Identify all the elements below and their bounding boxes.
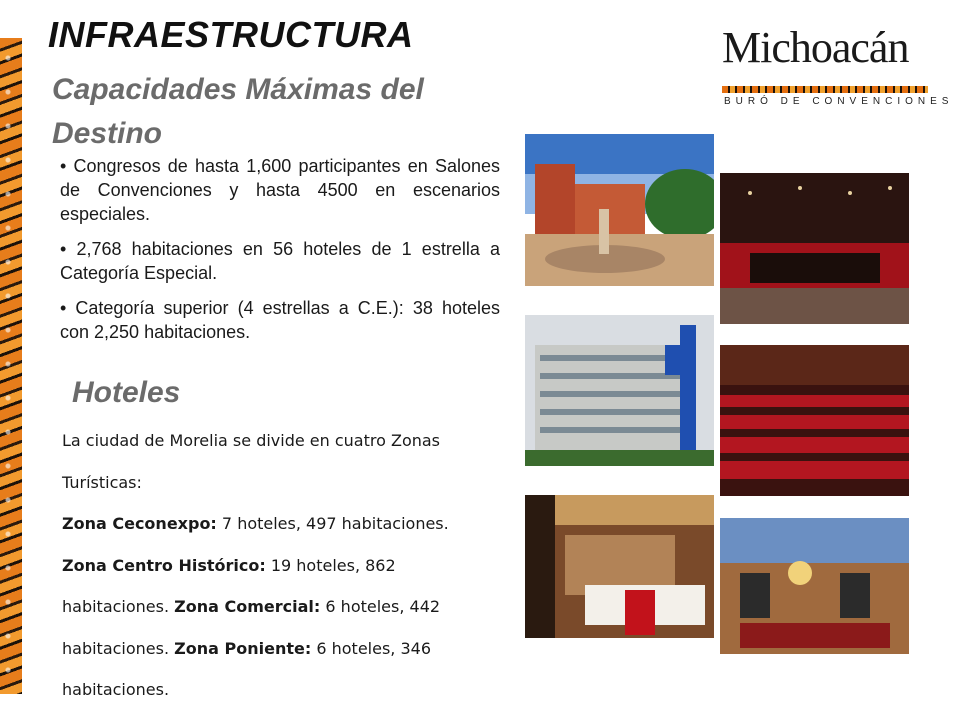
photo-hotel-building-sculpture [525, 315, 714, 466]
zone-detail: 19 hoteles, 862 habitaciones. [62, 555, 396, 616]
zone-name: Zona Poniente: [174, 638, 312, 658]
logo-butterfly-stripe [722, 86, 928, 93]
page-title: INFRAESTRUCTURA [48, 14, 414, 55]
zone-detail: 6 hoteles, 346 habitaciones. [62, 638, 431, 699]
zone-name: Zona Ceconexpo: [62, 514, 217, 533]
butterfly-border-strip [0, 38, 22, 694]
photo-plaza-fountain [525, 134, 714, 286]
zone-detail: 6 hoteles, 442 habitaciones. [62, 597, 441, 658]
bullet-item: • 2,768 habitaciones en 56 hoteles de 1 estrella a Categoría Especial. [60, 239, 500, 283]
bullet-item: • Congresos de hasta 1,600 participantes en Salones de Convenciones y hasta 4500 en escenarios especiales. [60, 156, 501, 224]
logo-name: Michoacán [722, 23, 909, 72]
zone-name: Zona Comercial: [174, 597, 321, 616]
photo-convention-hall [720, 173, 909, 324]
photo-hotel-room [525, 495, 714, 638]
michoacan-logo [720, 22, 954, 108]
hoteles-body [62, 420, 502, 711]
capacity-bullet-list [60, 154, 500, 355]
hoteles-heading: Hoteles [72, 376, 181, 409]
hoteles-intro: La ciudad de Morelia se divide en cuatro Zonas Turísticas: [62, 431, 441, 492]
zone-name: Zona Centro Histórico: [62, 555, 266, 575]
zone-detail: 7 hoteles, 497 habitaciones. [221, 514, 449, 533]
bullet-item: • Categoría superior (4 estrellas a C.E.): 38 hoteles con 2,250 habitaciones. [60, 298, 500, 342]
logo-tagline: BURÓ DE CONVENCIONES [724, 96, 954, 107]
photo-dining-hall [720, 518, 909, 654]
page-subtitle: Capacidades Máximas del Destino [52, 73, 424, 150]
photo-auditorium-seats [720, 345, 909, 496]
